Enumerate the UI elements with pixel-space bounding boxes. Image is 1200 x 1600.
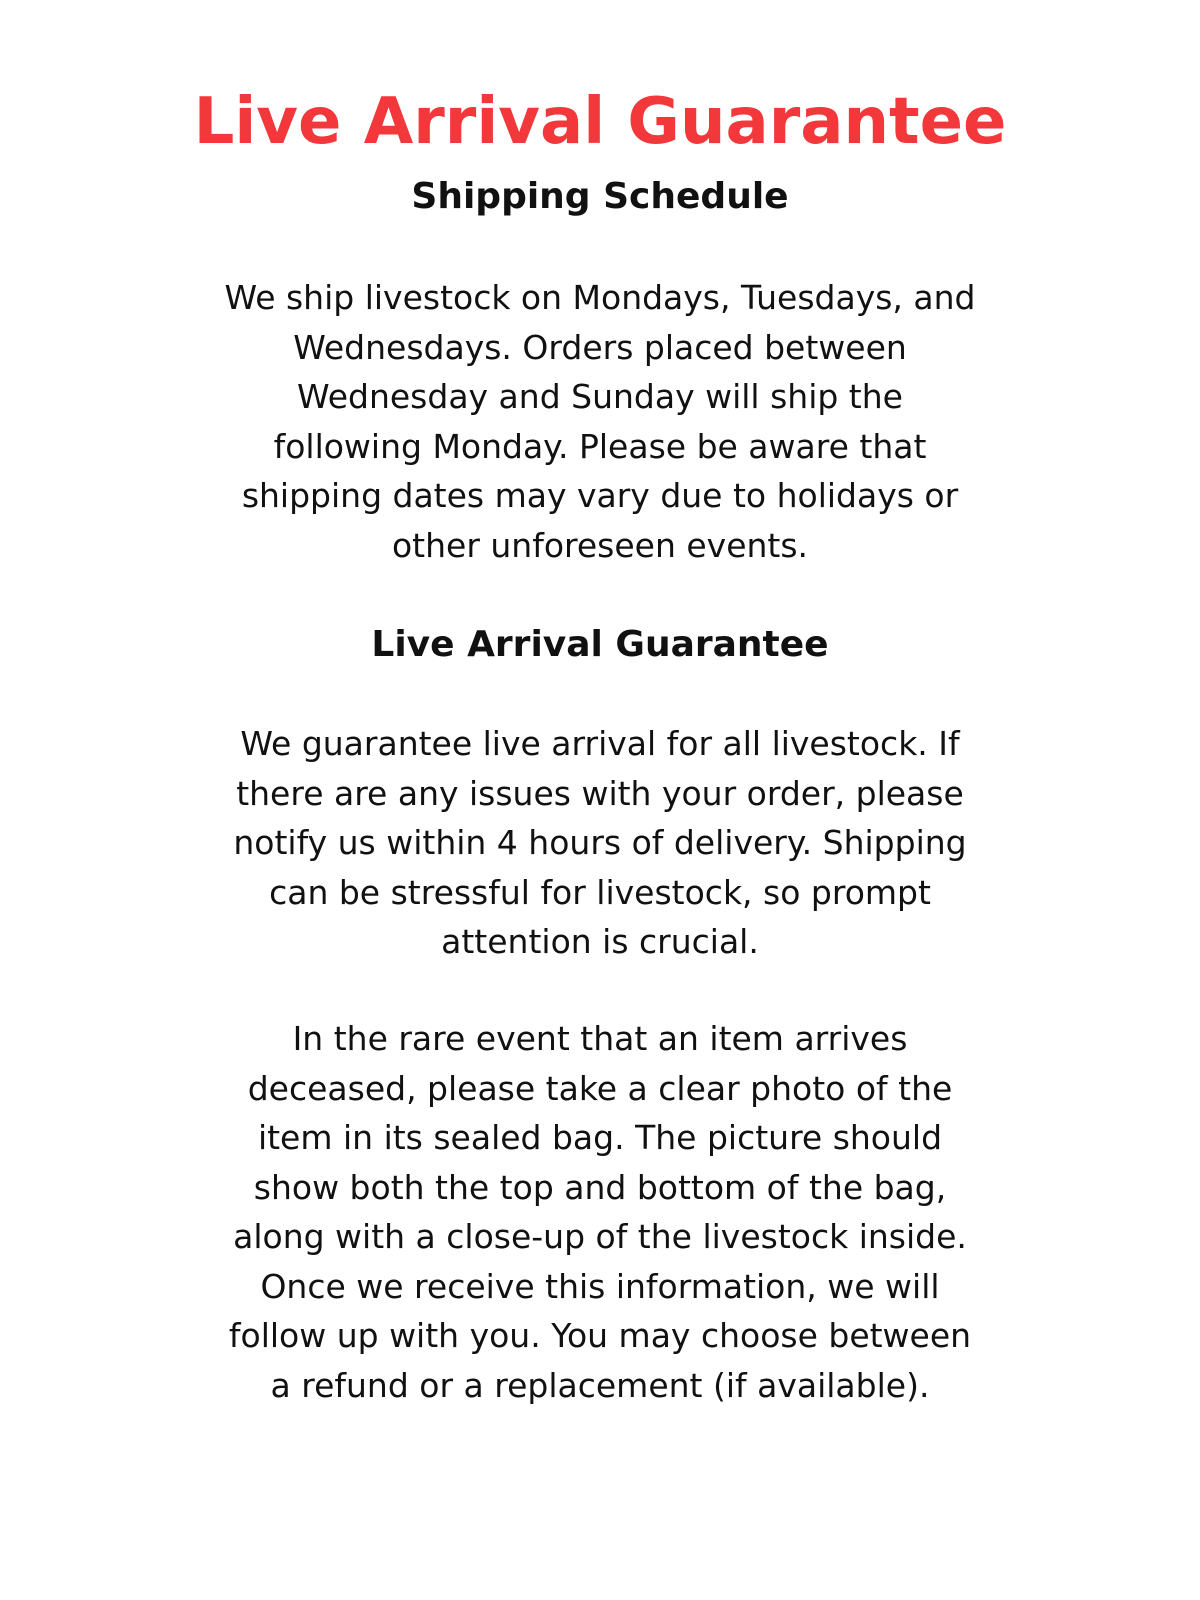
paragraph-line: can be stressful for livestock, so prompt [269, 872, 931, 912]
paragraph-line: deceased, please take a clear photo of the [247, 1068, 953, 1108]
live-arrival-guarantee-paragraph [190, 719, 1010, 967]
paragraph-line: Once we receive this information, we will [260, 1266, 940, 1306]
paragraph-line: following Monday. Please be aware that [273, 426, 927, 466]
paragraph-line: Wednesdays. Orders placed between [293, 327, 907, 367]
paragraph-line: Wednesday and Sunday will ship the [297, 377, 903, 416]
paragraph-line: show both the top and bottom of the bag, [253, 1167, 947, 1207]
paragraph-line: follow up with you. You may choose between [228, 1316, 972, 1355]
paragraph-line: there are any issues with your order, please [236, 773, 964, 813]
shipping-schedule-heading: Shipping Schedule [411, 176, 789, 217]
deceased-item-paragraph [190, 1014, 1010, 1410]
paragraph-line: a refund or a replacement (if available). [270, 1365, 930, 1405]
paragraph-line: shipping dates may vary due to holidays or [241, 476, 959, 515]
paragraph-line: In the rare event that an item arrives [292, 1019, 908, 1058]
live-arrival-guarantee-heading: Live Arrival Guarantee [371, 624, 829, 665]
paragraph-line: We ship livestock on Mondays, Tuesdays, and [224, 278, 976, 317]
paragraph-line: other unforeseen events. [391, 525, 809, 565]
paragraph-line: We guarantee live arrival for all livestock. If [240, 724, 960, 763]
page-title: Live Arrival Guarantee [193, 85, 1007, 159]
paragraph-line: along with a close-up of the livestock inside. [233, 1217, 967, 1256]
paragraph-line: item in its sealed bag. The picture should [257, 1118, 943, 1157]
paragraph-line: attention is crucial. [441, 922, 759, 961]
shipping-schedule-paragraph [190, 273, 1010, 570]
paragraph-line: notify us within 4 hours of delivery. Shipping [233, 823, 967, 862]
